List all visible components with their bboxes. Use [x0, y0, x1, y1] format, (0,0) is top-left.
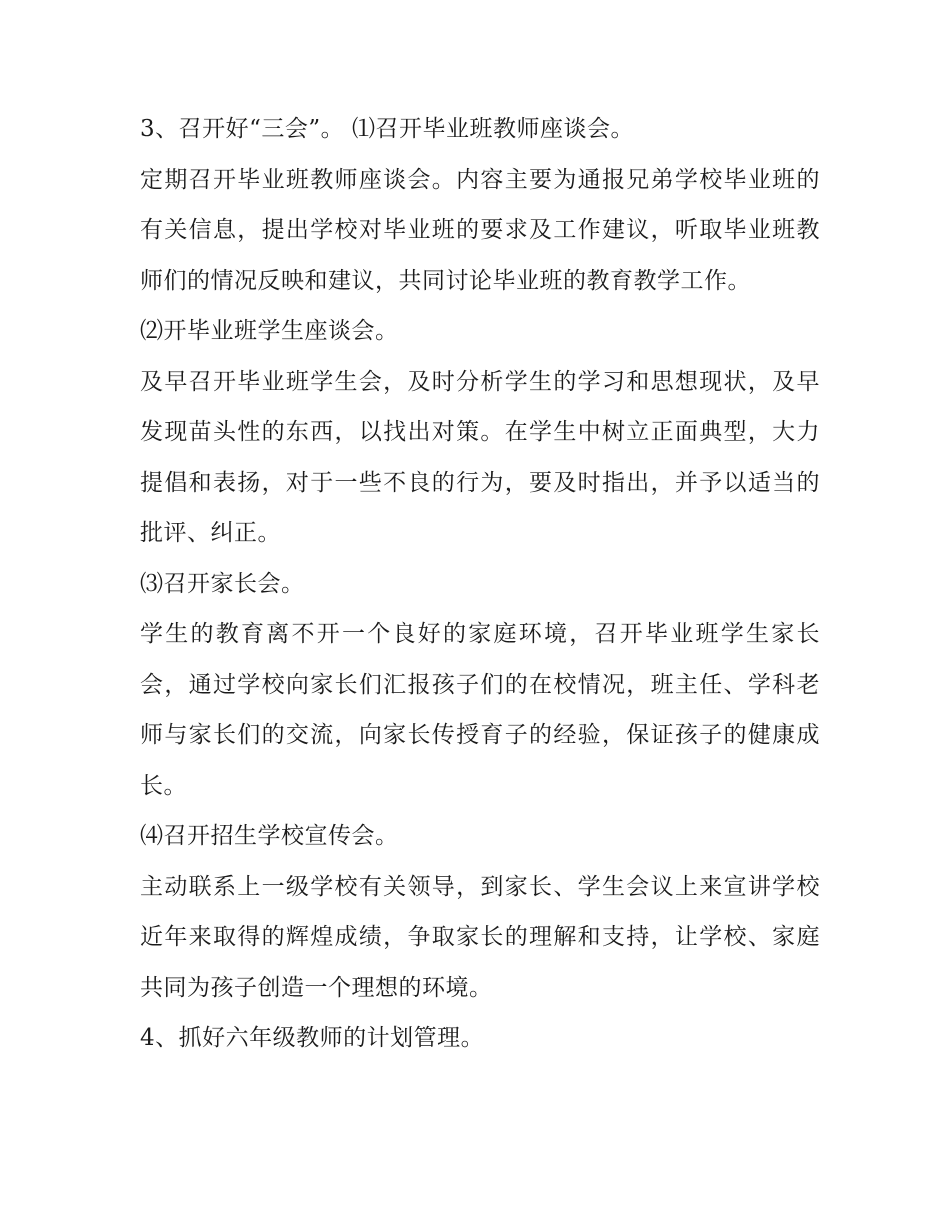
- paragraph-student-meeting: 及早召开毕业班学生会，及时分析学生的学习和思想现状，及早发现苗头性的东西，以找出对策。在学生中树立正面典型，大力提倡和表扬，对于一些不良的行为，要及时指出，并予以适当的批评、纠正。: [140, 368, 820, 546]
- section-heading-three-meetings: 3、召开好“三会”。 ⑴召开毕业班教师座谈会。: [140, 116, 634, 142]
- paragraph-teacher-meeting: 定期召开毕业班教师座谈会。内容主要为通报兄弟学校毕业班的有关信息，提出学校对毕业班的要求及工作建议，听取毕业班教师们的情况反映和建议，共同讨论毕业班的教育教学工作。: [140, 166, 820, 294]
- paragraph-parent-meeting: 学生的教育离不开一个良好的家庭环境，召开毕业班学生家长会，通过学校向家长们汇报孩子们的在校情况，班主任、学科老师与家长们的交流，向家长传授育子的经验，保证孩子的健康成长。: [140, 621, 820, 799]
- subheading-parent-meeting: ⑶召开家长会。: [140, 570, 305, 597]
- subheading-enrollment-meeting: ⑷召开招生学校宣传会。: [140, 823, 399, 849]
- section-heading-plan-management: 4、抓好六年级教师的计划管理。: [140, 1025, 485, 1051]
- subheading-student-meeting: ⑵开毕业班学生座谈会。: [140, 318, 399, 344]
- document-body: [140, 104, 820, 1064]
- paragraph-enrollment-meeting: 主动联系上一级学校有关领导，到家长、学生会议上来宣讲学校近年来取得的辉煌成绩，争取家长的理解和支持，让学校、家庭共同为孩子创造一个理想的环境。: [140, 873, 820, 1001]
